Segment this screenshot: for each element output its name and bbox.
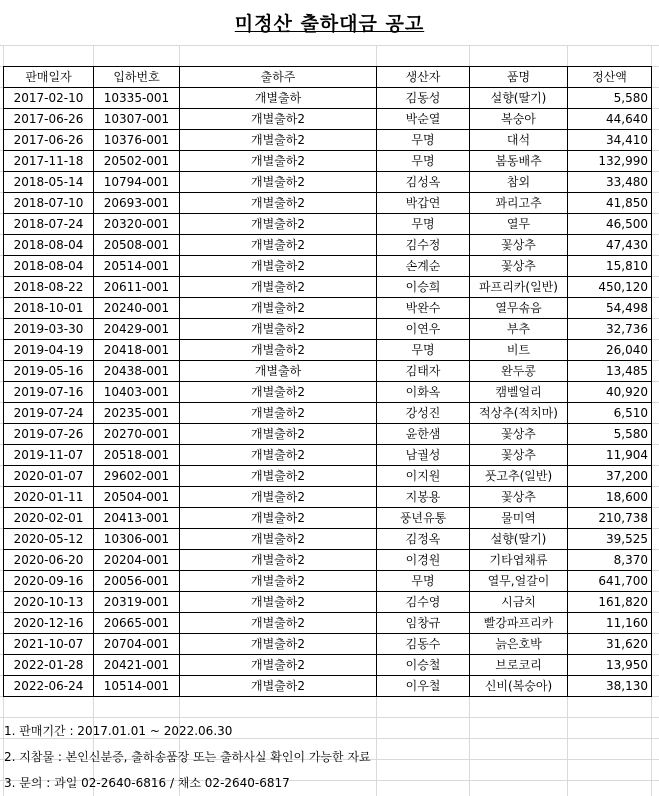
receipt-no-cell: 10306-001 [94, 529, 180, 550]
header-row [4, 67, 652, 88]
producer-cell: 윤한샘 [377, 424, 470, 445]
amount-cell: 6,510 [568, 403, 652, 424]
sale-date-cell: 2017-02-10 [4, 88, 94, 109]
item-cell: 파프리카(일반) [470, 277, 568, 298]
amount-cell: 44,640 [568, 109, 652, 130]
receipt-no-cell: 10514-001 [94, 676, 180, 697]
producer-cell: 풍년유통 [377, 508, 470, 529]
sale-date-cell: 2020-09-16 [4, 571, 94, 592]
amount-cell: 32,736 [568, 319, 652, 340]
receipt-no-cell: 20704-001 [94, 634, 180, 655]
sale-date-cell: 2018-07-24 [4, 214, 94, 235]
receipt-no-cell: 20504-001 [94, 487, 180, 508]
receipt-no-cell: 20270-001 [94, 424, 180, 445]
item-cell: 봄동배추 [470, 151, 568, 172]
table-row [4, 214, 652, 235]
amount-cell: 13,485 [568, 361, 652, 382]
sale-date-cell: 2019-11-07 [4, 445, 94, 466]
table-row [4, 676, 652, 697]
producer-cell: 무명 [377, 340, 470, 361]
item-cell: 꽃상추 [470, 424, 568, 445]
table-row [4, 151, 652, 172]
table-row [4, 592, 652, 613]
table-row [4, 487, 652, 508]
table-row [4, 256, 652, 277]
amount-cell: 47,430 [568, 235, 652, 256]
sale-date-cell: 2018-08-04 [4, 235, 94, 256]
producer-cell: 임창규 [377, 613, 470, 634]
producer-cell: 무명 [377, 571, 470, 592]
producer-cell: 박완수 [377, 298, 470, 319]
sale-date-cell: 2019-04-19 [4, 340, 94, 361]
receipt-no-cell: 20413-001 [94, 508, 180, 529]
receipt-no-cell: 20508-001 [94, 235, 180, 256]
receipt-no-cell: 29602-001 [94, 466, 180, 487]
item-cell: 설향(딸기) [470, 529, 568, 550]
item-cell: 캠벨얼리 [470, 382, 568, 403]
item-cell: 꽃상추 [470, 445, 568, 466]
producer-cell: 김태자 [377, 361, 470, 382]
sale-date-cell: 2020-05-12 [4, 529, 94, 550]
amount-cell: 46,500 [568, 214, 652, 235]
receipt-no-cell: 20204-001 [94, 550, 180, 571]
table-row [4, 655, 652, 676]
page-title: 미정산 출하대금 공고 [234, 13, 425, 35]
producer-cell: 무명 [377, 130, 470, 151]
amount-cell: 34,410 [568, 130, 652, 151]
receipt-no-cell: 20056-001 [94, 571, 180, 592]
amount-cell: 8,370 [568, 550, 652, 571]
table-row [4, 382, 652, 403]
shipper-cell: 개별출하2 [180, 466, 377, 487]
item-cell: 브로코리 [470, 655, 568, 676]
col-header-amount: 정산액 [568, 67, 652, 88]
sale-date-cell: 2019-07-26 [4, 424, 94, 445]
receipt-no-cell: 20693-001 [94, 193, 180, 214]
amount-cell: 39,525 [568, 529, 652, 550]
producer-cell: 이우철 [377, 676, 470, 697]
amount-cell: 37,200 [568, 466, 652, 487]
title-area [0, 0, 659, 45]
item-cell: 꽃상추 [470, 256, 568, 277]
item-cell: 적상추(적치마) [470, 403, 568, 424]
producer-cell: 이승철 [377, 655, 470, 676]
shipper-cell: 개별출하2 [180, 193, 377, 214]
table-row [4, 424, 652, 445]
producer-cell: 김수정 [377, 235, 470, 256]
shipper-cell: 개별출하2 [180, 655, 377, 676]
receipt-no-cell: 10794-001 [94, 172, 180, 193]
producer-cell: 김동성 [377, 88, 470, 109]
producer-cell: 강성진 [377, 403, 470, 424]
shipper-cell: 개별출하2 [180, 424, 377, 445]
item-cell: 설향(딸기) [470, 88, 568, 109]
receipt-no-cell: 20611-001 [94, 277, 180, 298]
amount-cell: 5,580 [568, 88, 652, 109]
sale-date-cell: 2022-06-24 [4, 676, 94, 697]
table-row [4, 613, 652, 634]
shipper-cell: 개별출하2 [180, 109, 377, 130]
receipt-no-cell: 20319-001 [94, 592, 180, 613]
amount-cell: 132,990 [568, 151, 652, 172]
item-cell: 신비(복숭아) [470, 676, 568, 697]
sale-date-cell: 2018-08-04 [4, 256, 94, 277]
item-cell: 대석 [470, 130, 568, 151]
sale-date-cell: 2020-10-13 [4, 592, 94, 613]
col-header-sale-date: 판매일자 [4, 67, 94, 88]
shipper-cell: 개별출하2 [180, 298, 377, 319]
amount-cell: 210,738 [568, 508, 652, 529]
table-row [4, 277, 652, 298]
col-header-item: 품명 [470, 67, 568, 88]
table-row [4, 529, 652, 550]
shipper-cell: 개별출하2 [180, 235, 377, 256]
amount-cell: 54,498 [568, 298, 652, 319]
producer-cell: 박갑연 [377, 193, 470, 214]
shipper-cell: 개별출하2 [180, 592, 377, 613]
shipper-cell: 개별출하2 [180, 508, 377, 529]
item-cell: 비트 [470, 340, 568, 361]
note-required-documents: 2. 지참물 : 본인신분증, 출하송품장 또는 출하사실 확인이 가능한 자료 [4, 750, 371, 764]
table-row [4, 340, 652, 361]
receipt-no-cell: 20418-001 [94, 340, 180, 361]
item-cell: 꽈리고추 [470, 193, 568, 214]
amount-cell: 450,120 [568, 277, 652, 298]
amount-cell: 38,130 [568, 676, 652, 697]
note-contact: 3. 문의 : 과일 02-2640-6816 / 채소 02-2640-6817 [4, 776, 290, 790]
item-cell: 열무,얼갈이 [470, 571, 568, 592]
table-row [4, 193, 652, 214]
shipper-cell: 개별출하2 [180, 550, 377, 571]
sale-date-cell: 2021-10-07 [4, 634, 94, 655]
table-row [4, 361, 652, 382]
amount-cell: 26,040 [568, 340, 652, 361]
item-cell: 참외 [470, 172, 568, 193]
table-row [4, 466, 652, 487]
amount-cell: 41,850 [568, 193, 652, 214]
sale-date-cell: 2020-02-01 [4, 508, 94, 529]
receipt-no-cell: 20665-001 [94, 613, 180, 634]
item-cell: 빨강파프리카 [470, 613, 568, 634]
amount-cell: 15,810 [568, 256, 652, 277]
table-row [4, 130, 652, 151]
shipper-cell: 개별출하 [180, 88, 377, 109]
producer-cell: 지봉용 [377, 487, 470, 508]
shipper-cell: 개별출하2 [180, 487, 377, 508]
table-row [4, 88, 652, 109]
sale-date-cell: 2018-10-01 [4, 298, 94, 319]
shipper-cell: 개별출하2 [180, 676, 377, 697]
col-header-producer: 생산자 [377, 67, 470, 88]
sale-date-cell: 2018-07-10 [4, 193, 94, 214]
shipper-cell: 개별출하2 [180, 130, 377, 151]
sale-date-cell: 2019-07-16 [4, 382, 94, 403]
item-cell: 부추 [470, 319, 568, 340]
receipt-no-cell: 10307-001 [94, 109, 180, 130]
note-sale-period: 1. 판매기간 : 2017.01.01 ~ 2022.06.30 [4, 724, 233, 738]
shipper-cell: 개별출하2 [180, 277, 377, 298]
sale-date-cell: 2020-06-20 [4, 550, 94, 571]
producer-cell: 남궐성 [377, 445, 470, 466]
receipt-no-cell: 20421-001 [94, 655, 180, 676]
receipt-no-cell: 10376-001 [94, 130, 180, 151]
table-row [4, 319, 652, 340]
shipper-cell: 개별출하2 [180, 403, 377, 424]
receipt-no-cell: 20320-001 [94, 214, 180, 235]
table-row [4, 298, 652, 319]
gridline [0, 45, 659, 46]
producer-cell: 김정옥 [377, 529, 470, 550]
sale-date-cell: 2019-05-16 [4, 361, 94, 382]
shipper-cell: 개별출하 [180, 361, 377, 382]
shipper-cell: 개별출하2 [180, 613, 377, 634]
producer-cell: 이화옥 [377, 382, 470, 403]
notes [4, 718, 654, 796]
table-row [4, 550, 652, 571]
producer-cell: 무명 [377, 151, 470, 172]
producer-cell: 이지원 [377, 466, 470, 487]
sale-date-cell: 2018-08-22 [4, 277, 94, 298]
receipt-no-cell: 10403-001 [94, 382, 180, 403]
receipt-no-cell: 20502-001 [94, 151, 180, 172]
shipper-cell: 개별출하2 [180, 382, 377, 403]
shipper-cell: 개별출하2 [180, 256, 377, 277]
sale-date-cell: 2017-06-26 [4, 109, 94, 130]
item-cell: 물미역 [470, 508, 568, 529]
shipper-cell: 개별출하2 [180, 319, 377, 340]
table-row [4, 634, 652, 655]
amount-cell: 161,820 [568, 592, 652, 613]
item-cell: 꽃상추 [470, 235, 568, 256]
sale-date-cell: 2020-01-11 [4, 487, 94, 508]
producer-cell: 손계순 [377, 256, 470, 277]
sale-date-cell: 2019-03-30 [4, 319, 94, 340]
shipper-cell: 개별출하2 [180, 634, 377, 655]
receipt-no-cell: 20514-001 [94, 256, 180, 277]
sale-date-cell: 2020-01-07 [4, 466, 94, 487]
producer-cell: 김수영 [377, 592, 470, 613]
table-row [4, 235, 652, 256]
table-row [4, 445, 652, 466]
producer-cell: 박순열 [377, 109, 470, 130]
amount-cell: 31,620 [568, 634, 652, 655]
amount-cell: 18,600 [568, 487, 652, 508]
producer-cell: 김성옥 [377, 172, 470, 193]
item-cell: 열무솎음 [470, 298, 568, 319]
shipper-cell: 개별출하2 [180, 529, 377, 550]
sale-date-cell: 2018-05-14 [4, 172, 94, 193]
col-header-receipt-no: 입하번호 [94, 67, 180, 88]
producer-cell: 이경원 [377, 550, 470, 571]
item-cell: 시금치 [470, 592, 568, 613]
item-cell: 꽃상추 [470, 487, 568, 508]
shipper-cell: 개별출하2 [180, 172, 377, 193]
item-cell: 풋고추(일반) [470, 466, 568, 487]
table-row [4, 508, 652, 529]
table-row [4, 172, 652, 193]
producer-cell: 이승희 [377, 277, 470, 298]
shipper-cell: 개별출하2 [180, 571, 377, 592]
sale-date-cell: 2022-01-28 [4, 655, 94, 676]
amount-cell: 40,920 [568, 382, 652, 403]
table-row [4, 403, 652, 424]
item-cell: 늙은호박 [470, 634, 568, 655]
receipt-no-cell: 20518-001 [94, 445, 180, 466]
sale-date-cell: 2017-11-18 [4, 151, 94, 172]
item-cell: 열무 [470, 214, 568, 235]
amount-cell: 11,904 [568, 445, 652, 466]
producer-cell: 이연우 [377, 319, 470, 340]
shipper-cell: 개별출하2 [180, 214, 377, 235]
shipper-cell: 개별출하2 [180, 340, 377, 361]
amount-cell: 13,950 [568, 655, 652, 676]
producer-cell: 김동수 [377, 634, 470, 655]
amount-cell: 33,480 [568, 172, 652, 193]
sale-date-cell: 2019-07-24 [4, 403, 94, 424]
item-cell: 복숭아 [470, 109, 568, 130]
table-row [4, 571, 652, 592]
item-cell: 기타엽채류 [470, 550, 568, 571]
amount-cell: 11,160 [568, 613, 652, 634]
amount-cell: 5,580 [568, 424, 652, 445]
receipt-no-cell: 20429-001 [94, 319, 180, 340]
col-header-shipper: 출하주 [180, 67, 377, 88]
settlement-table [3, 66, 652, 697]
sale-date-cell: 2020-12-16 [4, 613, 94, 634]
table-row [4, 109, 652, 130]
sale-date-cell: 2017-06-26 [4, 130, 94, 151]
receipt-no-cell: 10335-001 [94, 88, 180, 109]
item-cell: 완두콩 [470, 361, 568, 382]
producer-cell: 무명 [377, 214, 470, 235]
shipper-cell: 개별출하2 [180, 151, 377, 172]
amount-cell: 641,700 [568, 571, 652, 592]
receipt-no-cell: 20438-001 [94, 361, 180, 382]
receipt-no-cell: 20240-001 [94, 298, 180, 319]
receipt-no-cell: 20235-001 [94, 403, 180, 424]
shipper-cell: 개별출하2 [180, 445, 377, 466]
